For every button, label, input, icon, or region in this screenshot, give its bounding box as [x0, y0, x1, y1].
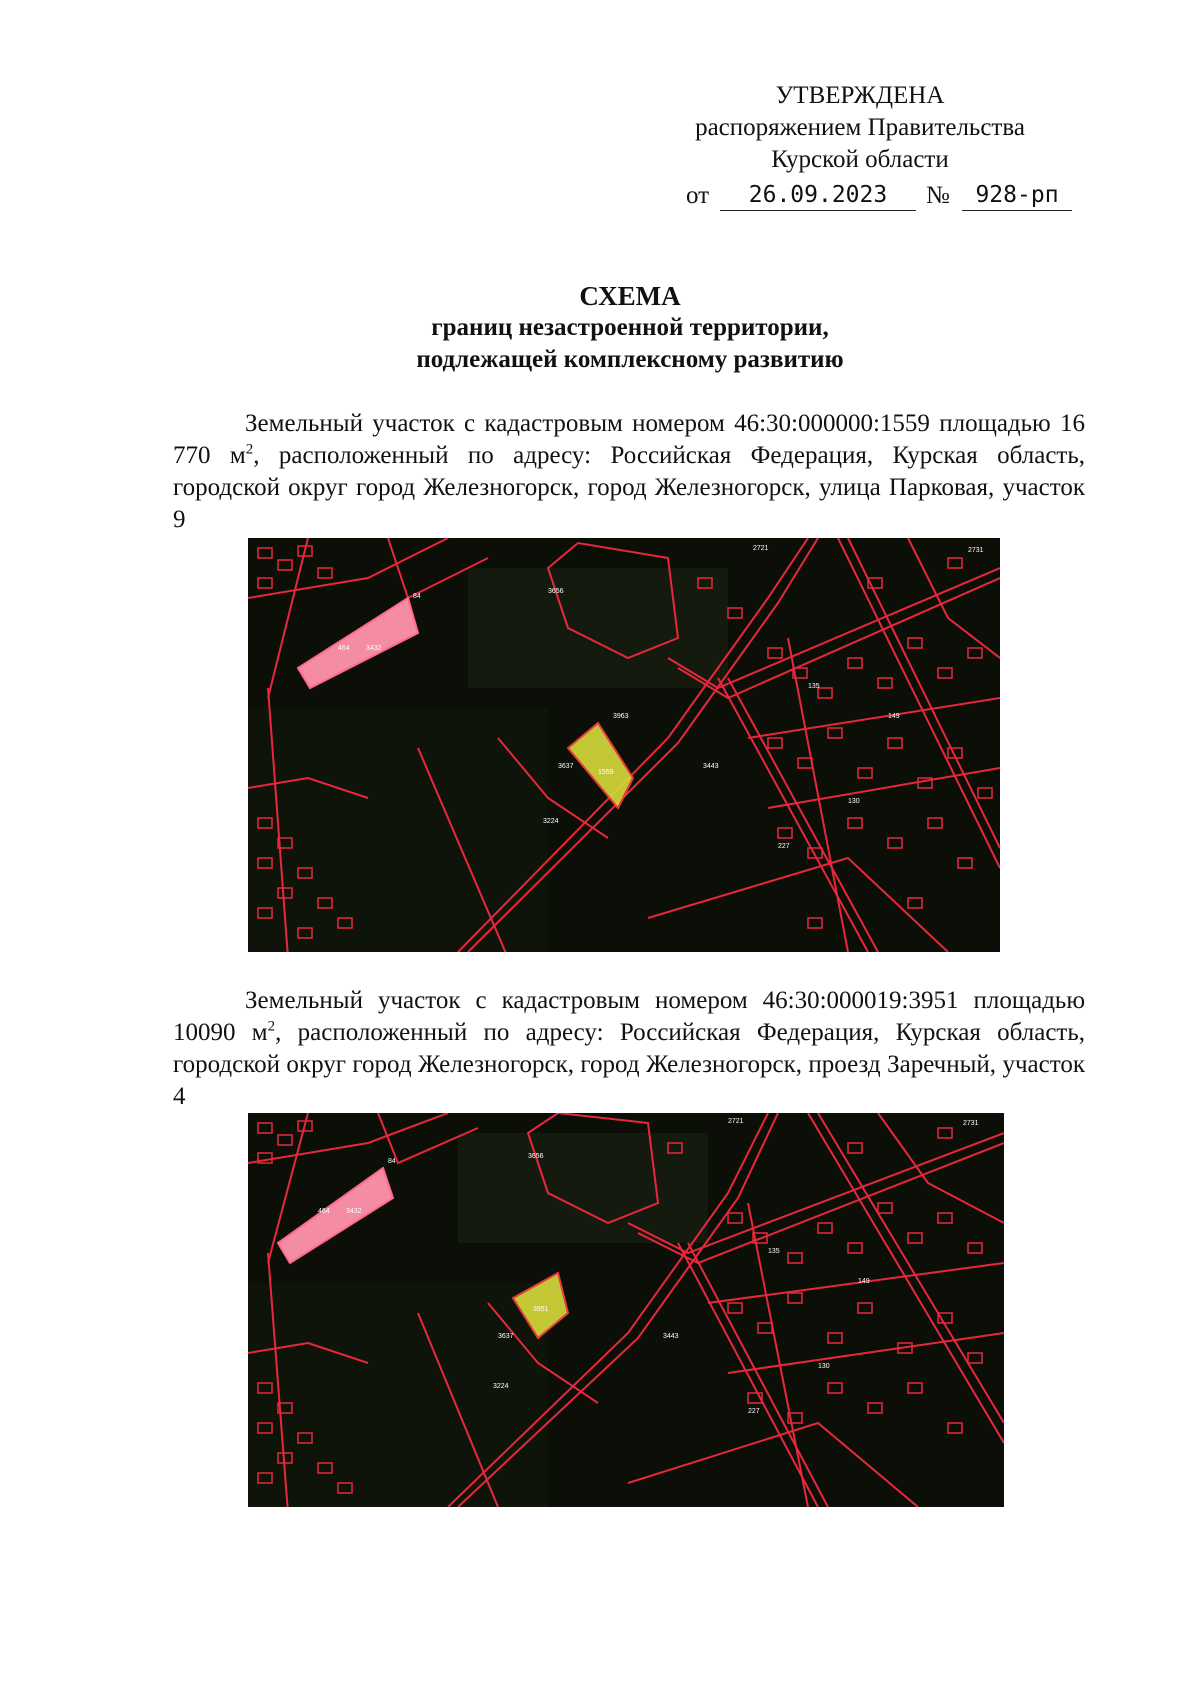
map-label: 3224 [543, 818, 559, 825]
order-date: 26.09.2023 [720, 180, 916, 211]
map-label: 149 [858, 1278, 870, 1285]
map-label: 3443 [703, 763, 719, 770]
map-label: 3432 [366, 645, 382, 652]
approval-authority: распоряжением Правительства [695, 114, 1025, 141]
map-label: 135 [768, 1248, 780, 1255]
parcel-description-1: Земельный участок с кадастровым номером 46:30:000000:1559 площадью 16 770 $м^2$, расположенный по адресу: Российская Федерация, Курская область, городской округ город Железногорск, город Железногорск, улица Парковая, участок 9 [173, 410, 1085, 533]
cadastral-map-2 [248, 1113, 1004, 1507]
map-label: 84 [413, 593, 421, 600]
map-label: 135 [808, 683, 820, 690]
map-label: 2731 [968, 547, 984, 554]
document-title [200, 280, 1060, 376]
map-label: 3637 [498, 1333, 514, 1340]
map-label: 84 [388, 1158, 396, 1165]
map-label: 2731 [963, 1120, 979, 1127]
parcel-map-1 [248, 538, 1000, 952]
map-label: 3637 [558, 763, 574, 770]
title-sub1: границ незастроенной территории, [431, 314, 829, 341]
map-label: 3656 [528, 1153, 544, 1160]
map-label: 3963 [613, 713, 629, 720]
map-label: 3951 [533, 1306, 549, 1313]
parcel-map-2 [248, 1113, 1004, 1507]
approval-block [640, 80, 1080, 176]
order-details [686, 180, 1076, 214]
map-label: 3224 [493, 1383, 509, 1390]
map-label: 464 [338, 645, 350, 652]
area-unit-superscript: 2 [267, 1018, 276, 1035]
approval-region: Курской области [771, 146, 949, 173]
map-label: 2721 [728, 1118, 744, 1125]
map-label: 227 [748, 1408, 760, 1415]
order-number: 928-рп [962, 180, 1072, 211]
map-label: 149 [888, 713, 900, 720]
map-label: 1559 [598, 769, 614, 776]
map-label: 130 [848, 798, 860, 805]
map-label: 130 [818, 1363, 830, 1370]
map-label: 464 [318, 1208, 330, 1215]
date-prefix: от [686, 182, 710, 209]
map-label: 3432 [346, 1208, 362, 1215]
approval-title: УТВЕРЖДЕНА [775, 82, 945, 109]
map-label: 2721 [753, 545, 769, 552]
number-prefix: № [926, 182, 950, 209]
map-label: 3656 [548, 588, 564, 595]
area-unit-superscript: 2 [245, 441, 254, 458]
map-label: 3443 [663, 1333, 679, 1340]
parcel-description-2: Земельный участок с кадастровым номером 46:30:000019:3951 площадью 10090 $м^2$, расположенный по адресу: Российская Федерация, Курская область, городской округ город Железногорск, город Железногорск, проезд Заречный, участок 4 [173, 987, 1085, 1110]
map-label: 227 [778, 843, 790, 850]
cadastral-map-1 [248, 538, 1000, 952]
title-main: СХЕМА [579, 281, 681, 311]
title-sub2: подлежащей комплексному развитию [416, 346, 844, 373]
